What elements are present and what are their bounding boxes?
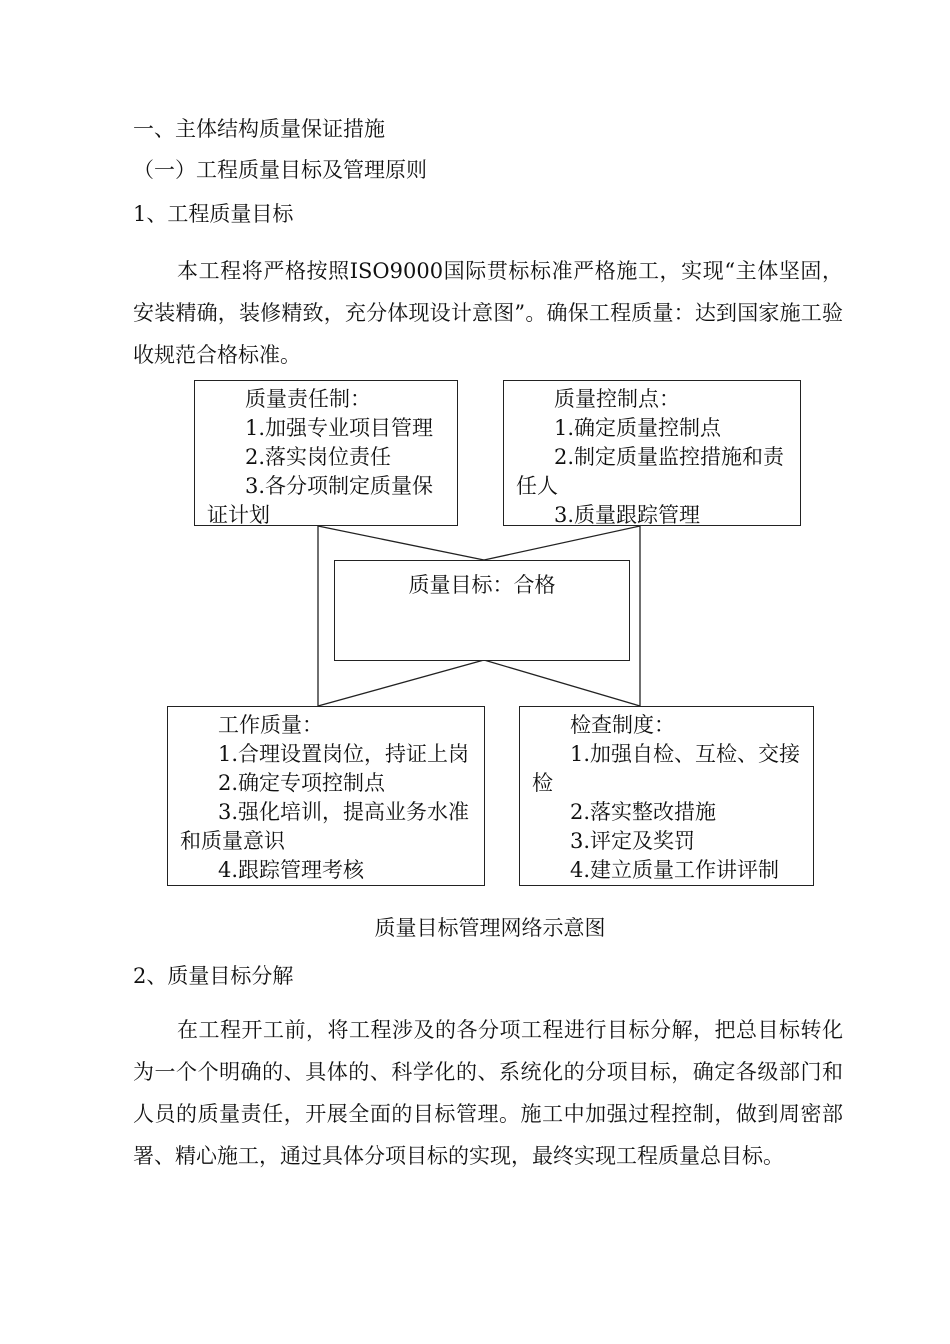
paragraph-quality-goal: 本工程将严格按照ISO9000国际贯标标准严格施工，实现“主体坚固，安装精确，装修精致，充分体现设计意图”。确保工程质量：达到国家施工验收规范合格标准。 [133,259,843,367]
box-item: 1.确定质量控制点 [554,416,722,440]
diagram-caption: 质量目标管理网络示意图 [374,916,606,940]
box-title: 质量责任制： [245,387,371,411]
item-heading-quality-goal: 1、工程质量目标 [133,202,294,226]
box-title: 检查制度： [570,713,675,737]
box-item: 1.合理设置岗位，持证上岗 [218,742,470,766]
box-quality-goal [334,560,630,661]
box-item: 2.落实整改措施 [570,800,717,824]
box-item: 3.评定及奖罚 [570,829,696,853]
box-inspection-system [519,706,814,886]
box-item: 2.落实岗位责任 [245,445,392,469]
box-item: 3.质量跟踪管理 [554,503,701,527]
goal-title: 质量目标：合格 [408,573,556,597]
box-item: 4.跟踪管理考核 [218,858,365,882]
box-item: 2.确定专项控制点 [218,771,386,795]
section-heading: 一、主体结构质量保证措施 [133,117,385,141]
box-title: 工作质量： [218,713,323,737]
paragraph-goal-breakdown: 在工程开工前，将工程涉及的各分项工程进行目标分解，把总目标转化为一个个明确的、具体的、科学化的、系统化的分项目标，确定各级部门和人员的质量责任，开展全面的目标管理。施工中加强过程控制，做到周密部署、精心施工，通过具体分项目标的实现，最终实现工程质量总目标。 [133,1018,843,1168]
box-quality-responsibility [194,380,458,526]
box-item: 3.各分项制定质量保证计划 [207,474,434,527]
item-heading-goal-breakdown: 2、质量目标分解 [133,964,294,988]
box-item: 3.强化培训，提高业务水准和质量意识 [180,800,470,853]
box-item: 1.加强自检、互检、交接检 [532,742,801,795]
subsection-heading: （一）工程质量目标及管理原则 [133,158,427,182]
box-work-quality [167,706,485,886]
box-title: 质量控制点： [554,387,680,411]
box-item: 4.建立质量工作讲评制 [570,858,780,882]
box-quality-control-points [503,380,801,526]
box-item: 2.制定质量监控措施和责任人 [516,445,785,498]
box-item: 1.加强专业项目管理 [245,416,434,440]
